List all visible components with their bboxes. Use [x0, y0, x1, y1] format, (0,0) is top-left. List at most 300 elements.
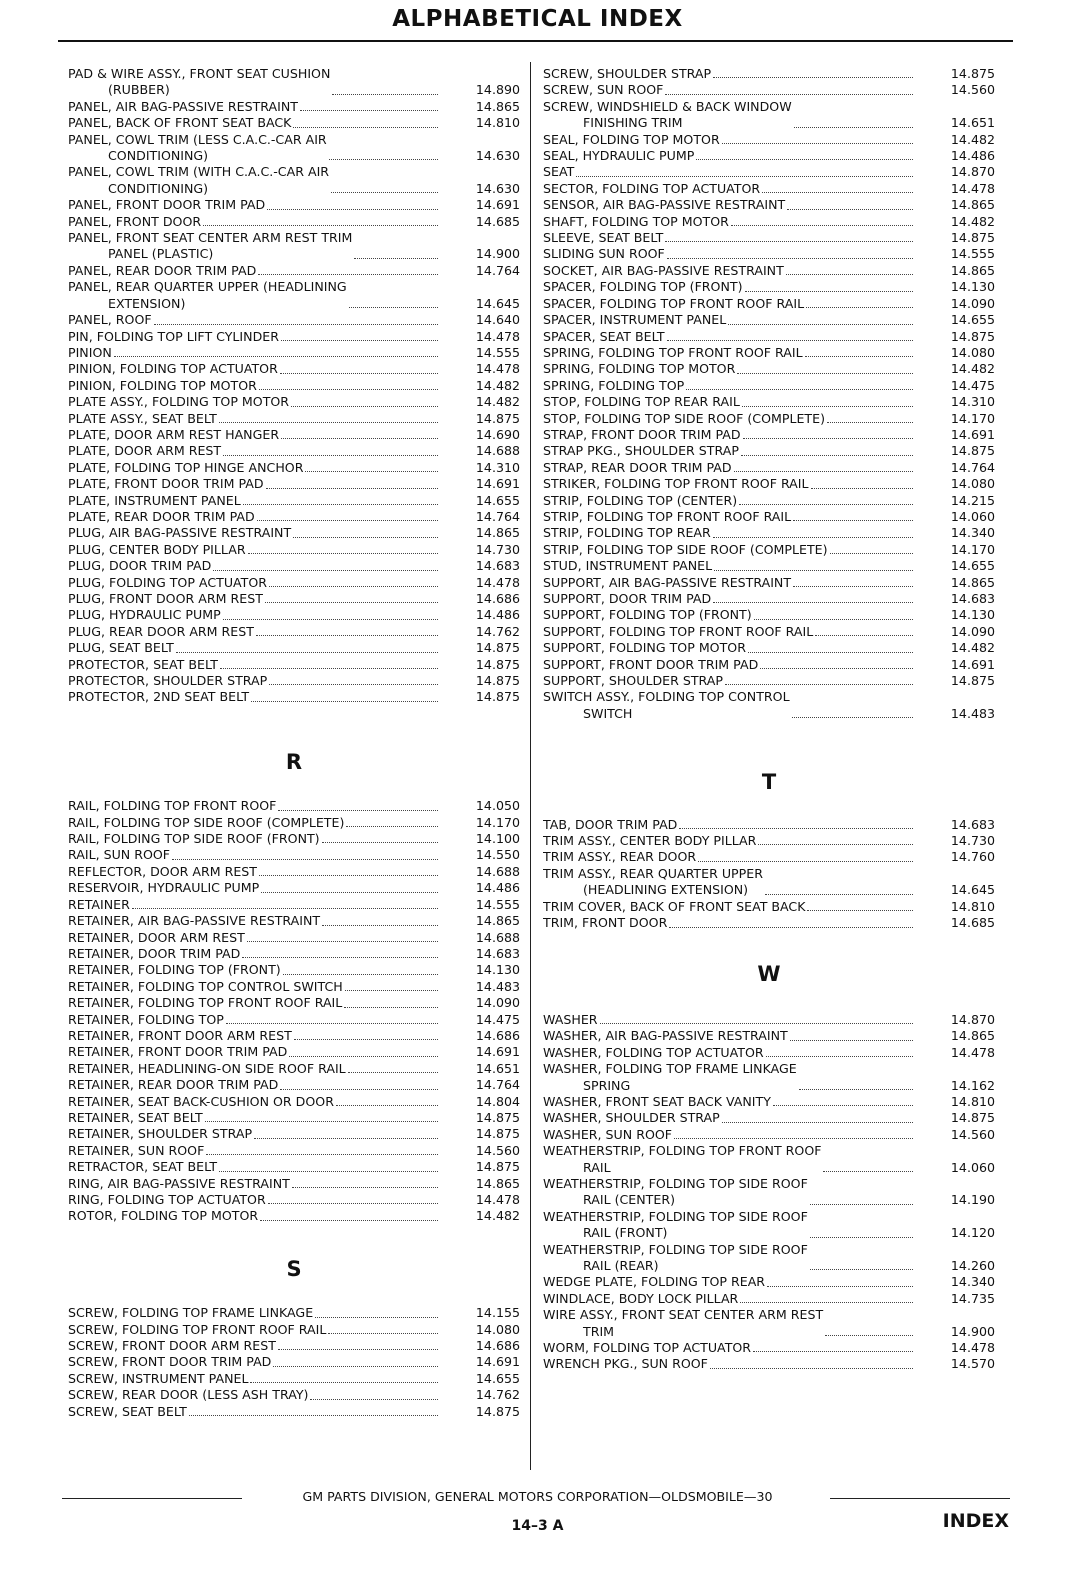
entry-page-ref: 14.555 — [475, 344, 520, 360]
entry-text: RETAINER, SHOULDER STRAP — [68, 1126, 253, 1142]
index-entry — [543, 1209, 995, 1242]
entry-text: PLUG, FOLDING TOP ACTUATOR — [68, 574, 268, 590]
index-entry — [543, 312, 995, 328]
dot-leader — [725, 684, 913, 685]
entry-page-ref: 14.875 — [475, 1403, 520, 1419]
entry-text: SCREW, WINDSHIELD & BACK WINDOW — [543, 98, 792, 114]
entry-text: SWITCH ASSY., FOLDING TOP CONTROL — [543, 689, 790, 705]
entry-text-continued: CONDITIONING) — [108, 180, 209, 196]
entry-text: RETAINER, FOLDING TOP FRONT ROOF RAIL — [68, 995, 343, 1011]
entry-page-ref: 14.645 — [475, 295, 520, 311]
entry-page-ref: 14.050 — [475, 798, 520, 814]
index-entry — [68, 525, 520, 541]
dot-leader — [278, 810, 438, 811]
index-entry — [543, 1356, 995, 1372]
dot-leader — [189, 1415, 438, 1416]
entry-text: SUPPORT, FOLDING TOP FRONT ROOF RAIL — [543, 623, 814, 639]
dot-leader — [722, 143, 913, 144]
index-entry — [68, 312, 520, 328]
entry-text: STOP, FOLDING TOP REAR RAIL — [543, 394, 740, 410]
entry-text: PINION, FOLDING TOP ACTUATOR — [68, 361, 278, 377]
left-column — [68, 66, 520, 1420]
entry-page-ref: 14.550 — [475, 847, 520, 863]
index-entry — [543, 181, 995, 197]
dot-leader — [322, 842, 438, 843]
dot-leader — [806, 307, 913, 308]
index-entry — [68, 1061, 520, 1077]
entry-text: RETAINER, SEAT BELT — [68, 1109, 203, 1125]
index-entry — [543, 657, 995, 673]
dot-leader — [810, 1237, 913, 1238]
footer-division: GM PARTS DIVISION, GENERAL MOTORS CORPORATION—OLDSMOBILE—30 — [0, 1489, 1075, 1504]
dot-leader — [223, 619, 438, 620]
entry-text: SUPPORT, FRONT DOOR TRIM PAD — [543, 656, 759, 672]
index-entry — [68, 591, 520, 607]
entry-text: PAD & WIRE ASSY., FRONT SEAT CUSHION — [68, 66, 331, 81]
entry-page-ref: 14.560 — [475, 1142, 520, 1158]
index-entry — [68, 230, 520, 263]
entry-text: PROTECTOR, 2ND SEAT BELT — [68, 689, 250, 705]
dot-leader — [665, 94, 913, 95]
index-entry — [68, 460, 520, 476]
entry-page-ref: 14.651 — [475, 1060, 520, 1076]
entry-text: SPRING, FOLDING TOP FRONT ROOF RAIL — [543, 344, 803, 360]
dot-leader — [328, 1333, 438, 1334]
dot-leader — [258, 274, 438, 275]
index-entry — [68, 394, 520, 410]
entry-page-ref: 14.875 — [950, 230, 995, 246]
entry-page-ref: 14.685 — [950, 915, 995, 931]
index-entry — [68, 1354, 520, 1370]
dot-leader — [242, 957, 438, 958]
dot-leader — [740, 1302, 913, 1303]
entry-text-continued: (HEADLINING EXTENSION) — [583, 882, 749, 898]
entry-text: TRIM ASSY., REAR DOOR — [543, 849, 697, 865]
entry-page-ref: 14.630 — [475, 180, 520, 196]
dot-leader — [250, 1382, 438, 1383]
dot-leader — [345, 990, 438, 991]
section-header-w: W — [757, 961, 781, 986]
dot-leader — [787, 209, 913, 210]
entry-text: PANEL, FRONT SEAT CENTER ARM REST TRIM — [68, 230, 353, 246]
dot-leader — [346, 826, 438, 827]
entry-text: RING, FOLDING TOP ACTUATOR — [68, 1192, 266, 1207]
entry-page-ref: 14.890 — [475, 82, 520, 98]
dot-leader — [823, 1171, 913, 1172]
index-entry — [68, 847, 520, 863]
entry-page-ref: 14.875 — [950, 1110, 995, 1126]
entry-text: SPACER, FOLDING TOP FRONT ROOF RAIL — [543, 295, 805, 311]
entry-text: SUPPORT, SHOULDER STRAP — [543, 673, 724, 689]
entry-page-ref: 14.060 — [950, 508, 995, 524]
index-entry — [543, 427, 995, 443]
dot-leader — [807, 910, 913, 911]
entry-text: TRIM COVER, BACK OF FRONT SEAT BACK — [543, 898, 806, 914]
entry-text-continued: RAIL (FRONT) — [583, 1225, 668, 1241]
index-entry — [543, 1094, 995, 1110]
dot-leader — [310, 1399, 438, 1400]
index-entry — [68, 263, 520, 279]
dot-leader — [830, 553, 913, 554]
entry-text: SHAFT, FOLDING TOP MOTOR — [543, 213, 729, 229]
entry-page-ref: 14.570 — [950, 1356, 995, 1372]
index-entry — [543, 1242, 995, 1275]
entry-page-ref: 14.691 — [475, 1354, 520, 1370]
dot-leader — [176, 652, 438, 653]
index-entry — [68, 132, 520, 165]
dot-leader — [790, 1040, 913, 1041]
index-entry — [68, 1208, 520, 1224]
entry-text: RETAINER, SUN ROOF — [68, 1142, 205, 1158]
entry-page-ref: 14.735 — [950, 1290, 995, 1306]
dot-leader — [762, 192, 913, 193]
entry-text: SECTOR, FOLDING TOP ACTUATOR — [543, 180, 761, 196]
index-entry — [68, 1404, 520, 1420]
entry-text: PANEL, ROOF — [68, 312, 152, 328]
index-entry — [68, 607, 520, 623]
entry-page-ref: 14.875 — [475, 656, 520, 672]
entry-text: SPACER, SEAT BELT — [543, 328, 665, 344]
index-entry — [543, 591, 995, 607]
entry-text: STRIP, FOLDING TOP FRONT ROOF RAIL — [543, 508, 792, 524]
entry-text: PANEL, REAR DOOR TRIM PAD — [68, 262, 257, 278]
entry-text: WASHER, FOLDING TOP FRAME LINKAGE — [543, 1061, 797, 1077]
entry-text-continued: SWITCH — [583, 705, 633, 721]
dot-leader — [734, 471, 913, 472]
index-entry — [543, 1340, 995, 1356]
entry-page-ref: 14.688 — [475, 929, 520, 945]
dot-leader — [698, 861, 913, 862]
index-entry — [68, 493, 520, 509]
dot-leader — [267, 209, 438, 210]
entry-text: PLUG, HYDRAULIC PUMP — [68, 607, 221, 623]
entry-page-ref: 14.870 — [950, 1011, 995, 1027]
dot-leader — [674, 1138, 913, 1139]
entry-page-ref: 14.865 — [950, 1028, 995, 1044]
entry-page-ref: 14.810 — [950, 1093, 995, 1109]
dot-leader — [739, 504, 913, 505]
entry-text: PANEL, FRONT DOOR TRIM PAD — [68, 197, 266, 213]
entry-text: PROTECTOR, SHOULDER STRAP — [68, 673, 268, 689]
dot-leader — [248, 553, 438, 554]
entry-page-ref: 14.870 — [950, 164, 995, 180]
entry-text: SPRING, FOLDING TOP — [543, 377, 685, 393]
entry-page-ref: 14.875 — [950, 328, 995, 344]
index-entry — [68, 1305, 520, 1321]
entry-page-ref: 14.688 — [475, 443, 520, 459]
index-entry — [543, 1110, 995, 1126]
entry-page-ref: 14.686 — [475, 1027, 520, 1043]
index-entry — [68, 1322, 520, 1338]
dot-leader — [206, 1154, 438, 1155]
entry-text: STRIP, FOLDING TOP (CENTER) — [543, 492, 738, 508]
dot-leader — [266, 488, 438, 489]
entry-text: RAIL, FOLDING TOP FRONT ROOF — [68, 798, 277, 814]
dot-leader — [322, 925, 438, 926]
page-number: 14–3 A — [511, 1518, 564, 1534]
entry-page-ref: 14.478 — [950, 180, 995, 196]
dot-leader — [576, 176, 913, 177]
index-entry — [543, 1127, 995, 1143]
dot-leader — [268, 1203, 438, 1204]
index-entry — [543, 99, 995, 132]
entry-text: RETRACTOR, SEAT BELT — [68, 1159, 218, 1175]
entry-page-ref: 14.865 — [950, 574, 995, 590]
index-entry — [543, 1012, 995, 1028]
index-entry — [543, 817, 995, 833]
entry-text: RAIL, SUN ROOF — [68, 847, 171, 863]
dot-leader — [251, 701, 438, 702]
entry-text: SCREW, SEAT BELT — [68, 1403, 187, 1419]
entry-page-ref: 14.483 — [475, 978, 520, 994]
entry-text: SUPPORT, AIR BAG-PASSIVE RESTRAINT — [543, 574, 792, 590]
entry-text: PLATE, DOOR ARM REST HANGER — [68, 426, 280, 442]
dot-leader — [722, 1122, 913, 1123]
dot-leader — [294, 1039, 438, 1040]
index-entry — [68, 443, 520, 459]
entry-page-ref: 14.875 — [950, 66, 995, 81]
entry-text-continued: PANEL (PLASTIC) — [108, 246, 214, 262]
entry-text: PINION, FOLDING TOP MOTOR — [68, 377, 257, 393]
entry-page-ref: 14.478 — [475, 1192, 520, 1207]
dot-leader — [291, 406, 438, 407]
entry-page-ref: 14.120 — [950, 1225, 995, 1241]
index-entry — [68, 66, 520, 99]
index-entry — [543, 329, 995, 345]
entry-page-ref: 14.655 — [950, 558, 995, 574]
dot-leader — [696, 159, 913, 160]
entry-text-continued: RAIL — [583, 1159, 611, 1175]
index-entry — [543, 1307, 995, 1340]
entry-page-ref: 14.080 — [950, 476, 995, 492]
entry-page-ref: 14.170 — [950, 541, 995, 557]
entry-text: SUPPORT, DOOR TRIM PAD — [543, 591, 712, 606]
index-entry — [543, 1274, 995, 1290]
index-entry — [68, 575, 520, 591]
entry-text: PANEL, COWL TRIM (LESS C.A.C.-CAR AIR — [68, 131, 327, 147]
dot-leader — [742, 406, 913, 407]
index-entry — [543, 246, 995, 262]
index-entry — [543, 361, 995, 377]
entry-page-ref: 14.310 — [475, 459, 520, 475]
entry-text-continued: TRIM — [583, 1323, 615, 1339]
index-entry — [68, 1012, 520, 1028]
index-entry — [543, 558, 995, 574]
entry-text: SCREW, FRONT DOOR ARM REST — [68, 1338, 276, 1354]
entry-text: SCREW, FRONT DOOR TRIM PAD — [68, 1354, 272, 1370]
entry-page-ref: 14.090 — [950, 623, 995, 639]
entry-page-ref: 14.645 — [950, 882, 995, 898]
entry-text: WEDGE PLATE, FOLDING TOP REAR — [543, 1274, 766, 1290]
dot-leader — [273, 1366, 438, 1367]
index-entry — [543, 460, 995, 476]
dot-leader — [710, 1368, 913, 1369]
entry-page-ref: 14.865 — [475, 98, 520, 114]
dot-leader — [793, 586, 913, 587]
dot-leader — [205, 1121, 438, 1122]
entry-text: RETAINER, AIR BAG-PASSIVE RESTRAINT — [68, 913, 321, 929]
dot-leader — [753, 1351, 913, 1352]
dot-leader — [737, 373, 913, 374]
entry-page-ref: 14.875 — [475, 1159, 520, 1175]
dot-leader — [679, 828, 913, 829]
dot-leader — [600, 1023, 913, 1024]
entry-page-ref: 14.875 — [475, 410, 520, 426]
entry-text: PLUG, DOOR TRIM PAD — [68, 558, 212, 574]
entry-page-ref: 14.260 — [950, 1258, 995, 1273]
index-entry — [543, 849, 995, 865]
index-entry — [543, 411, 995, 427]
entry-text: TRIM ASSY., REAR QUARTER UPPER — [543, 865, 763, 881]
index-entry — [68, 962, 520, 978]
entry-text: WASHER — [543, 1011, 598, 1027]
dot-leader — [243, 504, 438, 505]
dot-leader — [269, 684, 438, 685]
dot-leader — [293, 127, 438, 128]
dot-leader — [754, 619, 913, 620]
entry-page-ref: 14.486 — [950, 148, 995, 164]
entry-page-ref: 14.875 — [475, 689, 520, 705]
entry-page-ref: 14.691 — [475, 476, 520, 492]
entry-text: RAIL, FOLDING TOP SIDE ROOF (COMPLETE) — [68, 814, 345, 830]
entry-text: PLUG, FRONT DOOR ARM REST — [68, 591, 263, 606]
dot-leader — [281, 340, 438, 341]
entry-page-ref: 14.683 — [950, 816, 995, 832]
index-entry — [68, 509, 520, 525]
entry-text: SCREW, FOLDING TOP FRONT ROOF RAIL — [68, 1321, 327, 1337]
index-entry — [68, 361, 520, 377]
index-entry — [68, 689, 520, 705]
entry-page-ref: 14.560 — [950, 82, 995, 98]
entry-text: PLATE, FRONT DOOR TRIM PAD — [68, 476, 264, 492]
entry-text: RAIL, FOLDING TOP SIDE ROOF (FRONT) — [68, 831, 320, 847]
index-entry — [68, 197, 520, 213]
index-entry — [68, 378, 520, 394]
dot-leader — [825, 1335, 913, 1336]
entry-page-ref: 14.130 — [950, 279, 995, 295]
index-entry — [68, 1143, 520, 1159]
entry-page-ref: 14.691 — [475, 197, 520, 213]
dot-leader — [114, 356, 438, 357]
entry-page-ref: 14.730 — [950, 833, 995, 849]
entry-page-ref: 14.310 — [950, 394, 995, 410]
entry-page-ref: 14.655 — [475, 1370, 520, 1386]
entry-text: SUPPORT, FOLDING TOP MOTOR — [543, 640, 746, 656]
entry-page-ref: 14.762 — [475, 623, 520, 639]
entry-page-ref: 14.865 — [950, 262, 995, 278]
section-header-t: T — [761, 770, 777, 795]
entry-text: SLEEVE, SEAT BELT — [543, 230, 664, 246]
entry-text: PLATE, DOOR ARM REST — [68, 443, 222, 459]
entry-text: WEATHERSTRIP, FOLDING TOP SIDE ROOF — [543, 1241, 808, 1257]
entry-page-ref: 14.340 — [950, 525, 995, 541]
index-entry — [68, 99, 520, 115]
dot-leader — [344, 1007, 438, 1008]
entry-page-ref: 14.688 — [475, 863, 520, 879]
index-entry — [543, 1045, 995, 1061]
dot-leader — [799, 1089, 913, 1090]
entry-text-continued: (RUBBER) — [108, 82, 170, 98]
entry-page-ref: 14.810 — [950, 898, 995, 914]
entry-page-ref: 14.875 — [950, 443, 995, 459]
entry-text: RETAINER, HEADLINING-ON SIDE ROOF RAIL — [68, 1060, 346, 1076]
entry-page-ref: 14.340 — [950, 1274, 995, 1290]
entry-page-ref: 14.130 — [475, 962, 520, 978]
index-entry — [68, 1387, 520, 1403]
entry-page-ref: 14.162 — [950, 1077, 995, 1093]
dot-leader — [257, 520, 438, 521]
entry-text: PANEL, AIR BAG-PASSIVE RESTRAINT — [68, 98, 298, 114]
dot-leader — [743, 438, 913, 439]
entry-text: SUPPORT, FOLDING TOP (FRONT) — [543, 607, 752, 623]
dot-leader — [794, 127, 913, 128]
dot-leader — [132, 908, 438, 909]
entry-text: TAB, DOOR TRIM PAD — [543, 816, 678, 832]
index-entry — [68, 542, 520, 558]
index-entry — [543, 607, 995, 623]
dot-leader — [261, 892, 438, 893]
entry-page-ref: 14.090 — [475, 995, 520, 1011]
dot-leader — [300, 110, 438, 111]
entry-page-ref: 14.685 — [475, 213, 520, 229]
entry-text: RETAINER — [68, 896, 130, 912]
entry-text: RETAINER, FOLDING TOP (FRONT) — [68, 962, 281, 978]
entry-page-ref: 14.080 — [475, 1321, 520, 1337]
entry-text: RESERVOIR, HYDRAULIC PUMP — [68, 880, 260, 896]
entry-text: PIN, FOLDING TOP LIFT CYLINDER — [68, 328, 279, 344]
index-entry — [68, 930, 520, 946]
entry-page-ref: 14.760 — [950, 849, 995, 865]
index-entry — [543, 1291, 995, 1307]
index-entry — [68, 624, 520, 640]
entry-text: PLUG, REAR DOOR ARM REST — [68, 623, 254, 639]
dot-leader — [220, 668, 438, 669]
entry-text: RETAINER, SEAT BACK-CUSHION OR DOOR — [68, 1093, 334, 1109]
dot-leader — [731, 225, 913, 226]
dot-leader — [280, 1089, 438, 1090]
dot-leader — [219, 1171, 438, 1172]
entry-text: SPRING, FOLDING TOP MOTOR — [543, 361, 736, 377]
index-entry — [68, 864, 520, 880]
dot-leader — [811, 488, 913, 489]
dot-leader — [289, 1056, 438, 1057]
entry-text: SCREW, SHOULDER STRAP — [543, 66, 712, 81]
entry-text: PLATE, REAR DOOR TRIM PAD — [68, 508, 255, 524]
entry-page-ref: 14.875 — [475, 673, 520, 689]
index-entry — [68, 995, 520, 1011]
entry-page-ref: 14.691 — [950, 426, 995, 442]
entry-page-ref: 14.764 — [475, 508, 520, 524]
dot-leader — [172, 859, 438, 860]
entry-page-ref: 14.764 — [475, 262, 520, 278]
entry-page-ref: 14.190 — [950, 1192, 995, 1208]
entry-page-ref: 14.686 — [475, 1338, 520, 1354]
index-entry — [68, 897, 520, 913]
entry-page-ref: 14.875 — [475, 1126, 520, 1142]
index-entry — [68, 279, 520, 312]
entry-text: WEATHERSTRIP, FOLDING TOP SIDE ROOF — [543, 1208, 808, 1224]
entry-page-ref: 14.090 — [950, 295, 995, 311]
dot-leader — [760, 668, 913, 669]
entry-text: PANEL, COWL TRIM (WITH C.A.C.-CAR AIR — [68, 164, 330, 180]
index-entry — [543, 1176, 995, 1209]
entry-text: RETAINER, FRONT DOOR TRIM PAD — [68, 1044, 288, 1060]
entry-page-ref: 14.762 — [475, 1387, 520, 1403]
entry-text: WASHER, AIR BAG-PASSIVE RESTRAINT — [543, 1028, 788, 1044]
entry-text: PLATE ASSY., SEAT BELT — [68, 410, 217, 426]
dot-leader — [827, 422, 913, 423]
entry-text: STRAP, FRONT DOOR TRIM PAD — [543, 426, 741, 442]
